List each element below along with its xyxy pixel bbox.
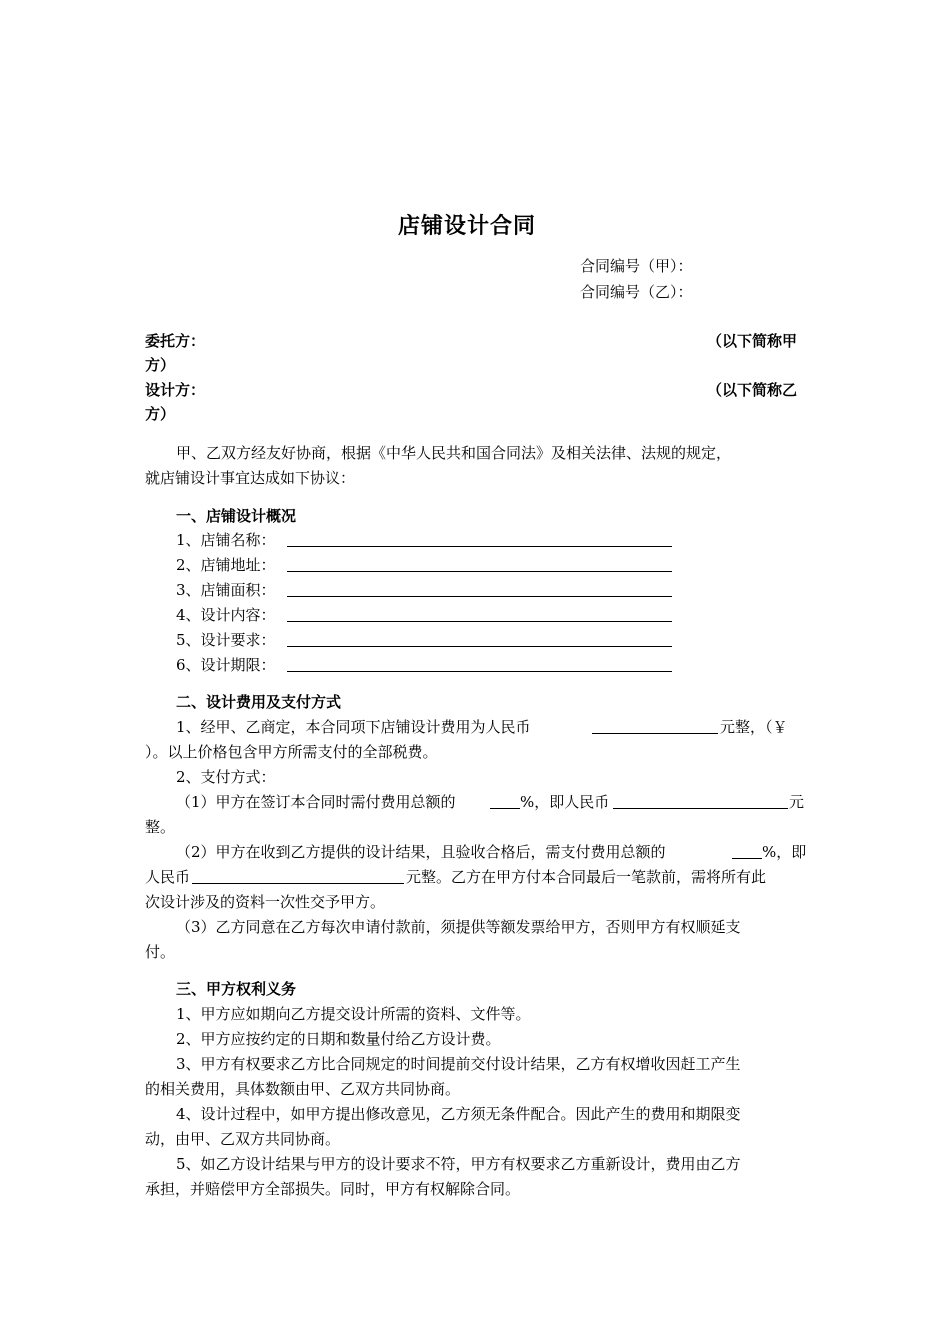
fee-amount-blank — [592, 733, 718, 734]
field-label-shop-name: 1、店铺名称： — [176, 531, 276, 549]
party-a-duty-2: 2、甲方应按约定的日期和数量付给乙方设计费。 — [176, 1030, 501, 1048]
payment-2-amount-blank — [192, 883, 404, 884]
section-3-heading: 三、甲方权利义务 — [176, 980, 297, 998]
field-line-design-content — [287, 621, 672, 622]
payment-1-amount-blank — [613, 808, 788, 809]
preamble-line-1: 甲、乙双方经友好协商，根据《中华人民共和国合同法》及相关法律、法规的规定， — [176, 444, 732, 462]
payment-1-text-b: %，即人民币 — [520, 793, 610, 811]
party-a-note-end: 方） — [145, 356, 176, 374]
payment-method-label: 2、支付方式： — [176, 768, 276, 786]
payment-2-text-c: 人民币 — [145, 868, 191, 886]
fee-text-a: 1、经甲、乙商定，本合同项下店铺设计费用为人民币 — [176, 718, 531, 736]
party-a-duty-3-line-1: 3、甲方有权要求乙方比合同规定的时间提前交付设计结果，乙方有权增收因赶工产生 — [176, 1055, 741, 1073]
field-label-design-period: 6、设计期限： — [176, 656, 276, 674]
party-a-duty-1: 1、甲方应如期向乙方提交设计所需的资料、文件等。 — [176, 1005, 531, 1023]
party-a-note: （以下简称甲 — [707, 332, 798, 350]
field-line-shop-address — [287, 571, 672, 572]
party-b-label: 设计方： — [145, 381, 206, 399]
payment-2-text-b: %，即 — [762, 843, 807, 861]
section-2-heading: 二、设计费用及支付方式 — [176, 693, 342, 711]
party-b-note: （以下简称乙 — [707, 381, 798, 399]
payment-2-text-a: （2）甲方在收到乙方提供的设计结果，且验收合格后，需支付费用总额的 — [176, 843, 666, 861]
section-1-heading: 一、店铺设计概况 — [176, 507, 297, 525]
payment-3-text-a: （3）乙方同意在乙方每次申请付款前，须提供等额发票给甲方，否则甲方有权顺延支 — [176, 918, 741, 936]
fee-text-c: ）。以上价格包含甲方所需支付的全部税费。 — [145, 743, 438, 761]
field-label-shop-area: 3、店铺面积： — [176, 581, 276, 599]
party-a-duty-5-line-2: 承担，并赔偿甲方全部损失。同时，甲方有权解除合同。 — [145, 1180, 521, 1198]
field-line-shop-area — [287, 596, 672, 597]
field-line-design-requirements — [287, 646, 672, 647]
payment-1-text-c: 元 — [789, 793, 805, 811]
contract-number-b: 合同编号（乙）： — [580, 283, 693, 301]
payment-1-text-d: 整。 — [145, 818, 176, 836]
fee-text-b: 元整，（￥ — [720, 718, 788, 736]
field-label-design-content: 4、设计内容： — [176, 606, 276, 624]
payment-2-text-d: 元整。乙方在甲方付本合同最后一笔款前，需将所有此 — [406, 868, 767, 886]
field-label-design-requirements: 5、设计要求： — [176, 631, 276, 649]
payment-1-text-a: （1）甲方在签订本合同时需付费用总额的 — [176, 793, 456, 811]
party-a-duty-5-line-1: 5、如乙方设计结果与甲方的设计要求不符，甲方有权要求乙方重新设计，费用由乙方 — [176, 1155, 741, 1173]
contract-number-a: 合同编号（甲）： — [580, 257, 693, 275]
party-a-duty-4-line-2: 动，由甲、乙双方共同协商。 — [145, 1130, 341, 1148]
payment-2-percent-blank — [732, 858, 762, 859]
payment-1-percent-blank — [490, 808, 520, 809]
payment-3-text-b: 付。 — [145, 943, 176, 961]
field-label-shop-address: 2、店铺地址： — [176, 556, 276, 574]
party-a-label: 委托方： — [145, 332, 206, 350]
party-b-note-end: 方） — [145, 405, 176, 423]
preamble-line-2: 就店铺设计事宜达成如下协议： — [145, 469, 356, 487]
payment-2-text-e: 次设计涉及的资料一次性交予甲方。 — [145, 893, 386, 911]
page-title: 店铺设计合同 — [398, 214, 537, 239]
party-a-duty-3-line-2: 的相关费用，具体数额由甲、乙双方共同协商。 — [145, 1080, 461, 1098]
party-a-duty-4-line-1: 4、设计过程中，如甲方提出修改意见，乙方须无条件配合。因此产生的费用和期限变 — [176, 1105, 741, 1123]
field-line-shop-name — [287, 546, 672, 547]
field-line-design-period — [287, 671, 672, 672]
